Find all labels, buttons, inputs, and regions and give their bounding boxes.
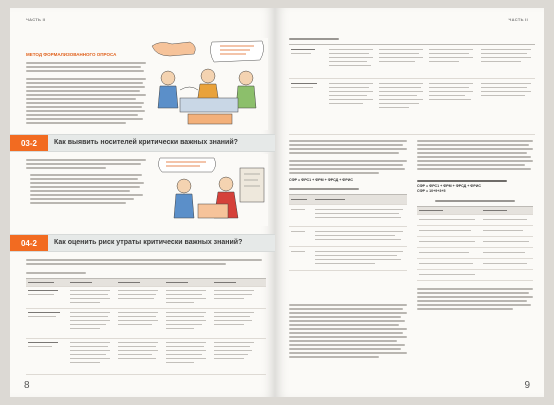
left-page: [10, 8, 275, 397]
intro-title: МЕТОД ФОРМАЛИЗОВАННОГО ОПРОСА: [26, 52, 117, 57]
running-head-left: ЧАСТЬ II: [26, 17, 46, 22]
section-band-03-2: [10, 134, 275, 152]
section-title: Как выявить носителей критически важных знаний?: [54, 139, 238, 146]
factors-table: [289, 194, 407, 270]
risk-table-left: [26, 278, 266, 374]
right-page: [275, 8, 544, 397]
formula-srf-repeat: СФР = ФРС1 + ФРМ + ФРСД + ФРИС: [417, 184, 481, 188]
section-band-04-2: [10, 234, 275, 252]
table-caption: [289, 188, 359, 190]
cartoon-illustration-top: [150, 38, 268, 130]
running-head-right: ЧАСТЬ II: [508, 17, 528, 22]
page-number-right: 9: [524, 380, 530, 391]
table-caption: [435, 200, 515, 202]
cartoon-illustration-middle: [154, 154, 268, 226]
risk-table-right: [289, 44, 535, 134]
formula-srf: СФР = ФРС1 + ФРМ + ФРСД + ФРИС: [289, 178, 353, 182]
page-number-left: 8: [24, 380, 30, 391]
formula-srf-values: СФР = 10+9+3+5: [417, 189, 446, 193]
section-number: 04-2: [10, 235, 48, 251]
section-title: Как оценить риск утраты критически важных знаний?: [54, 239, 243, 246]
srf-table: [417, 206, 533, 280]
section-number: 03-2: [10, 135, 48, 151]
table-caption: [289, 38, 339, 40]
